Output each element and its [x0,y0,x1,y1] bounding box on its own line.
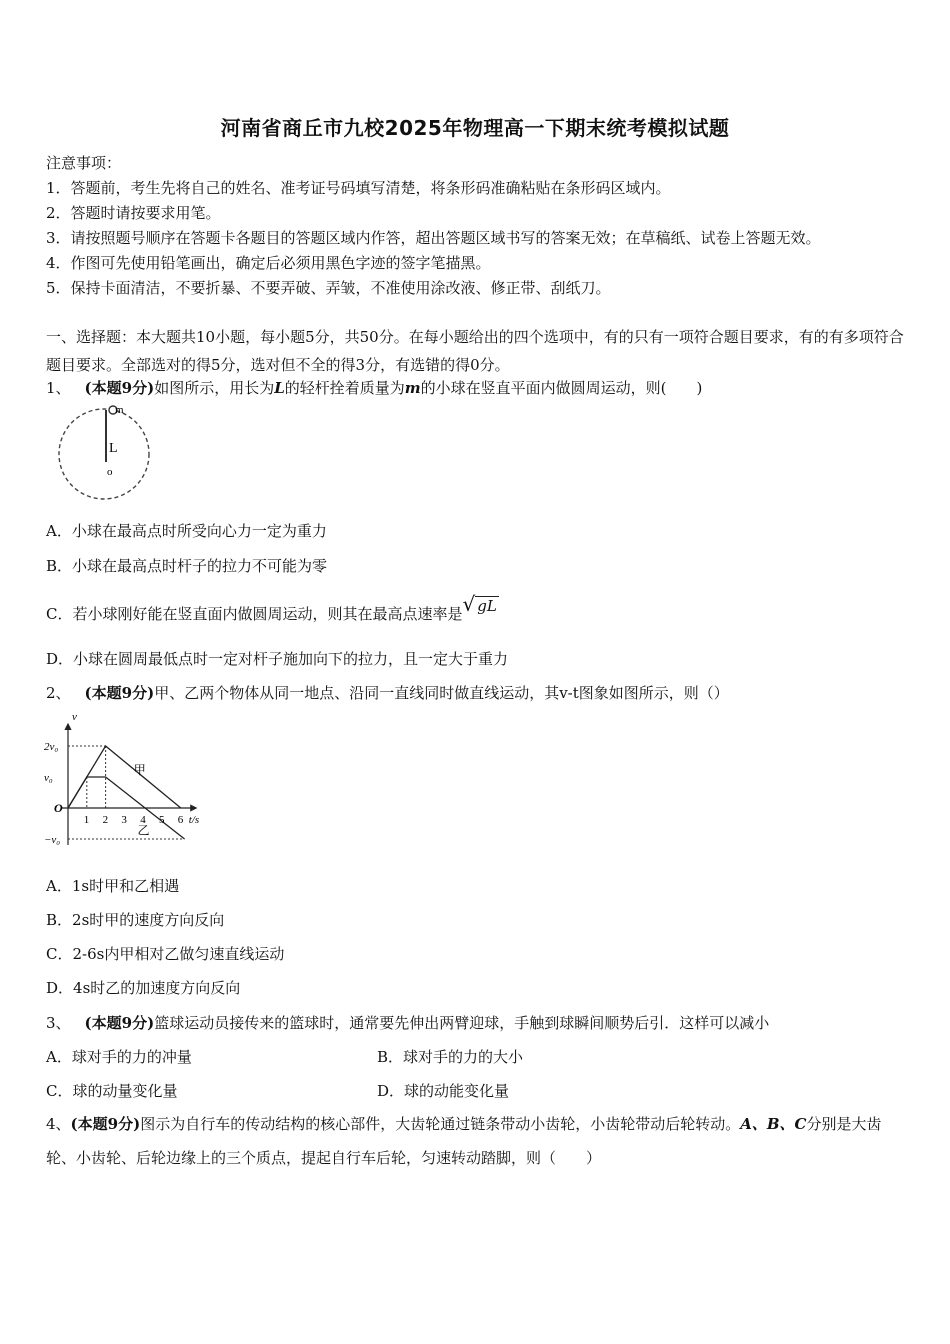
option-b: B．小球在最高点时杆子的拉力不可能为零 [46,557,328,575]
question-4-stem [46,1107,908,1175]
question-number: 4、 [46,1115,71,1133]
question-text: 的小球在竖直平面内做圆周运动，则( ) [420,379,703,397]
option-b: B．球对手的力的大小 [377,1048,524,1066]
x-tick-label: 3 [121,814,127,826]
series-yi-label: 乙 [137,823,150,838]
x-tick-label: 5 [159,814,165,826]
points-abc: A、B、C [740,1115,807,1133]
question-number: 1、 [46,379,71,397]
question-tag: (本题9分) [70,1115,141,1133]
question-2-stem [46,682,729,703]
option-c: C．球的动量变化量 [46,1082,178,1100]
option-d: D．小球在圆周最低点时一定对杆子施加向下的拉力，且一定大于重力 [46,650,509,668]
sqrt-formula: √ gL [462,592,497,616]
question-tag: (本题9分) [84,684,155,702]
option-d: D．球的动能变化量 [377,1082,510,1100]
question-tag: (本题9分) [84,1014,155,1032]
label-l: L [109,441,118,456]
x-tick-label: 2 [102,814,109,826]
option-c-text: C．若小球刚好能在竖直面内做圆周运动，则其在最高点速率是 [46,605,463,623]
option-a: A．球对手的力的冲量 [46,1048,192,1066]
x-axis-label: t/s [188,814,200,826]
option-c: C．2-6s内甲相对乙做匀速直线运动 [46,945,285,963]
notice-heading: 注意事项： [46,154,122,172]
notice-item: 2．答题时请按要求用笔。 [46,204,221,222]
vt-graph [40,708,215,858]
notice-item: 5．保持卡面清洁，不要折暴、不要弄破、弄皱，不准使用涂改液、修正带、刮纸刀。 [46,279,611,297]
option-a: A．1s时甲和乙相遇 [46,877,180,895]
question-text: 篮球运动员接传来的篮球时，通常要先伸出两臂迎球，手触到球瞬间顺势后引．这样可以减小 [154,1014,770,1032]
option-c [46,592,499,624]
y-tick-label: 2v₀ [44,741,59,753]
question-text: 图示为自行车的传动结构的核心部件，大齿轮通过链条带动小齿轮，小齿轮带动后轮转动。 [140,1115,741,1133]
formula-gl: gL [477,597,497,615]
option-a: A．小球在最高点时所受向心力一定为重力 [46,522,327,540]
question-3-stem [46,1012,769,1033]
x-tick-label: 1 [83,814,90,826]
x-tick-label: 6 [177,814,184,826]
question-text: 甲、乙两个物体从同一地点、沿同一直线同时做直线运动，其v-t图象如图所示，则（） [154,684,729,702]
notice-item: 4．作图可先使用铅笔画出，确定后必须用黑色字迹的签字笔描黑。 [46,254,491,272]
x-tick-label: 4 [140,814,146,826]
circle-motion-figure [52,402,156,506]
y-tick-label: v₀ [44,772,53,784]
series-jia-label: 甲 [133,762,146,777]
notice-item: 3．请按照题号顺序在答题卡各题目的答题区域内作答，超出答题区域书写的答案无效；在草稿纸、试卷上答题无效。 [46,229,821,247]
variable-l: L [274,379,285,397]
variable-m: m [404,379,421,397]
question-number: 2、 [46,684,71,702]
question-tag: (本题9分) [84,379,155,397]
question-text: 的轻杆拴着质量为 [284,379,405,397]
question-1-stem [46,377,702,398]
notice-item: 1．答题前，考生先将自己的姓名、准考证号码填写清楚，将条形码准确粘贴在条形码区域内。 [46,179,671,197]
origin-label: O [54,801,63,815]
circular-path [59,409,149,499]
y-tick-label: −v₀ [44,834,61,846]
y-axis-label: v [72,711,77,723]
label-o: o [107,466,113,478]
question-text: 分别是大齿轮、小齿轮、后轮边缘上的三个质点，提起自行车后轮，匀速转动踏脚，则（ ） [46,1115,882,1167]
page-title: 河南省商丘市九校2025年物理高一下期末统考模拟试题 [220,116,730,140]
series-jia-line [68,746,181,808]
option-b: B．2s时甲的速度方向反向 [46,911,225,929]
question-number: 3、 [46,1014,71,1032]
section-intro: 一、选择题：本大题共10小题，每小题5分，共50分。在每小题给出的四个选项中，有的只有一项符合题目要求，有的有多项符合题目要求。全部选对的得5分，选对但不全的得3分，有选错的得0分。 [46,328,904,374]
label-m: m [115,404,124,416]
question-text: 如图所示，用长为 [154,379,275,397]
option-d: D．4s时乙的加速度方向反向 [46,979,241,997]
